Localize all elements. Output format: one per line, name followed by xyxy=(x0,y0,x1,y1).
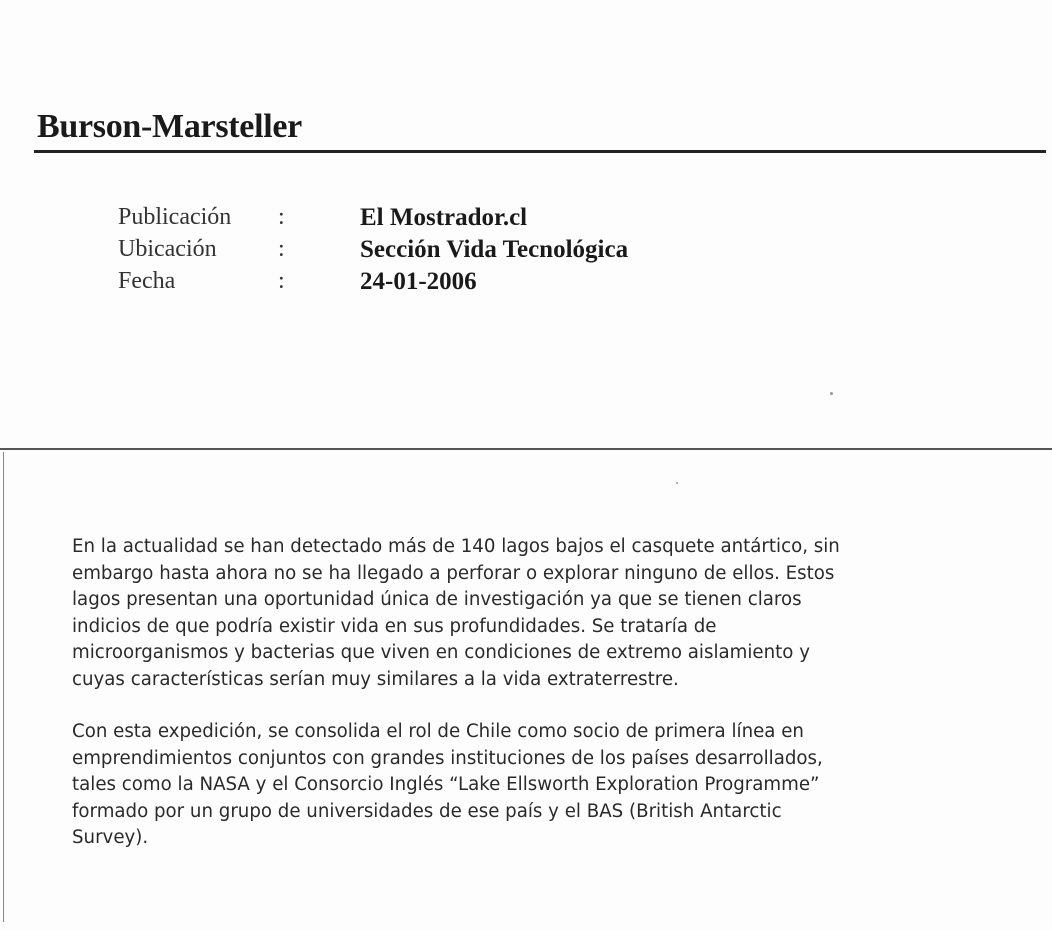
header-rule xyxy=(34,150,1046,153)
clipping-edge-rule xyxy=(0,448,1052,450)
scan-speck xyxy=(676,482,678,484)
meta-colon: : xyxy=(278,204,285,230)
meta-colon: : xyxy=(278,236,285,262)
article-body xyxy=(72,534,972,878)
meta-label-location: Ubicación xyxy=(118,236,217,262)
meta-value-date: 24-01-2006 xyxy=(360,268,477,295)
meta-label-publication: Publicación xyxy=(118,204,232,230)
meta-colon: : xyxy=(278,268,285,294)
meta-label-date: Fecha xyxy=(118,268,176,294)
scan-speck xyxy=(830,392,833,395)
clipping-left-edge xyxy=(3,452,4,922)
meta-value-location: Sección Vida Tecnológica xyxy=(360,236,629,263)
meta-value-publication: El Mostrador.cl xyxy=(360,204,528,231)
article-paragraph-2: Con esta expedición, se consolida el rol de Chile como socio de primera línea en emprendimientos conjuntos con grandes instituciones de los países desarrollados, tales como la NASA y el Consorcio Inglés “Lake Ellsworth Exploration Programme” formado por un grupo de universidades de ese país y el BAS (British Antarctic Survey). xyxy=(72,721,823,848)
company-name: Burson-Marsteller xyxy=(37,108,302,145)
article-paragraph-1: En la actualidad se han detectado más de 140 lagos bajos el casquete antártico, sin embargo hasta ahora no se ha llegado a perforar o explorar ninguno de ellos. Estos lagos presentan una oportunidad única de investigación ya que se tienen claros indicios de que podría existir vida en sus profundidades. Se trataría de microorganismos y bacterias que viven en condiciones de extremo aislamiento y cuyas características serían muy similares a la vida extraterrestre. xyxy=(72,536,840,690)
